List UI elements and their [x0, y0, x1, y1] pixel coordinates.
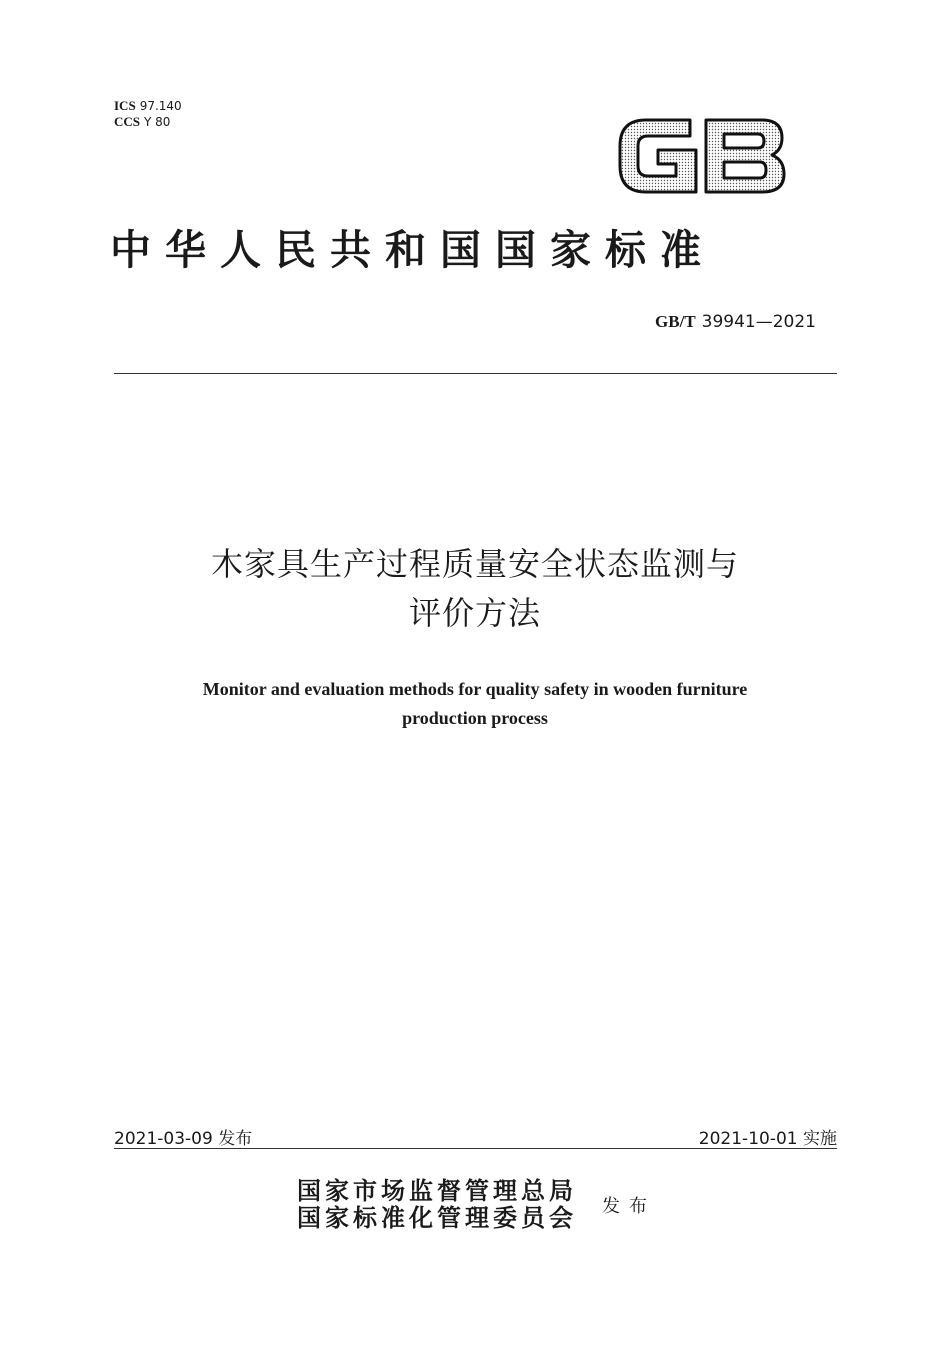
- ccs-label: CCS: [114, 114, 141, 129]
- english-title-line-2: production process: [402, 708, 548, 728]
- ccs-code: Y 80: [144, 115, 171, 129]
- issuer-samr: 国家市场监督管理总局: [297, 1176, 577, 1205]
- gb-logo-b: [706, 120, 784, 192]
- english-title: [100, 675, 850, 733]
- classification-codes: [114, 98, 182, 130]
- issuing-authorities: [297, 1177, 577, 1231]
- bottom-divider: [114, 1148, 837, 1149]
- top-divider: [114, 373, 837, 374]
- english-title-line-1: Monitor and evaluation methods for quality safety in wooden furniture: [202, 679, 748, 699]
- gb-logo-g: [620, 120, 696, 192]
- national-standard-title: 中华人民共和国国家标准: [110, 226, 715, 274]
- issue-label: 发布: [602, 1196, 656, 1217]
- issue-date: 2021-03-09 发布: [114, 1129, 253, 1149]
- gb-logo: [612, 110, 790, 202]
- chinese-title: [100, 540, 850, 638]
- chinese-title-line-2: 评价方法: [408, 594, 541, 632]
- date-row: [114, 1124, 837, 1148]
- implementation-date: 2021-10-01 实施: [698, 1129, 837, 1149]
- ics-label: ICS: [114, 98, 136, 113]
- chinese-title-line-1: 木家具生产过程质量安全状态监测与: [210, 545, 739, 583]
- issuer-sac: 国家标准化管理委员会: [297, 1203, 577, 1232]
- ccs-row: [114, 114, 182, 130]
- standard-number: [655, 312, 816, 332]
- standard-code: 39941—2021: [701, 312, 816, 332]
- ics-row: [114, 98, 182, 114]
- ics-code: 97.140: [139, 99, 182, 113]
- standard-prefix: GB/T: [655, 312, 696, 331]
